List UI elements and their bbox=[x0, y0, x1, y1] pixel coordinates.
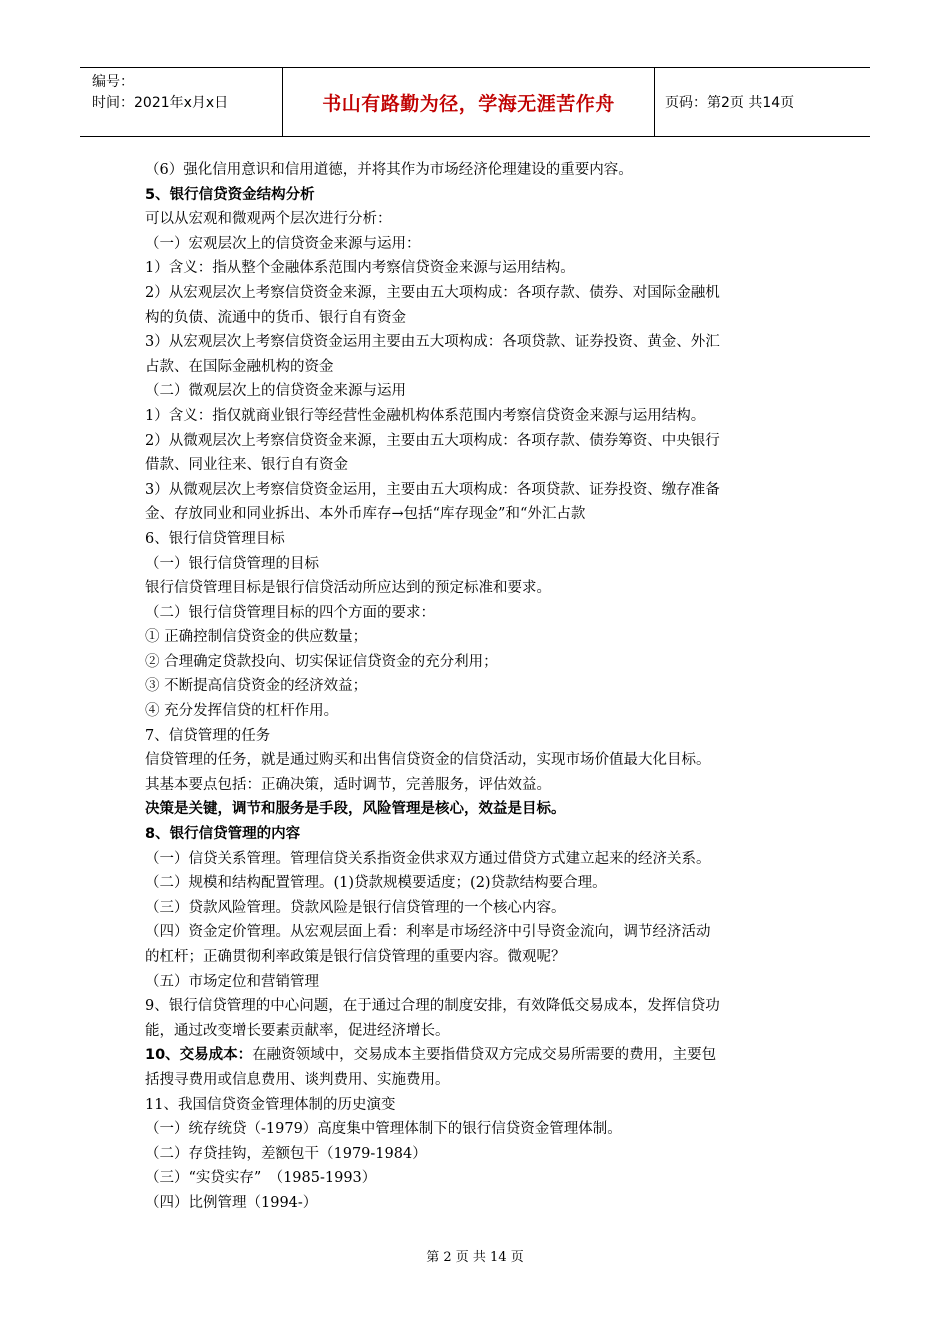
body-line-text: （四）资金定价管理。从宏观层面上看：利率是市场经济中引导资金流向，调节经济活动 bbox=[145, 924, 711, 941]
body-line bbox=[145, 1142, 810, 1167]
body-line-text: （三）“实贷实存” （1985-1993） bbox=[145, 1170, 377, 1187]
body-line-text: ③ 不断提高信贷资金的经济效益； bbox=[145, 678, 368, 695]
body-line-text: 8、银行信贷管理的内容 bbox=[145, 826, 301, 843]
body-line bbox=[145, 797, 810, 822]
body-line-text: 6、银行信贷管理目标 bbox=[145, 530, 285, 547]
body-line bbox=[145, 871, 810, 896]
body-line bbox=[145, 773, 810, 798]
body-line-text: 2）从微观层次上考察信贷资金来源，主要由五大项构成：各项存款、债券筹资、中央银行 bbox=[145, 432, 720, 449]
body-line bbox=[145, 256, 810, 281]
body-line-text: 3）从微观层次上考察信贷资金运用，主要由五大项构成：各项贷款、证券投资、缴存准备 bbox=[145, 481, 720, 498]
body-line-lead: 10、交易成本： bbox=[145, 1047, 253, 1064]
body-line-text: （二）规模和结构配置管理。(1)贷款规模要适度；(2)贷款结构要合理。 bbox=[145, 875, 607, 892]
body-line-text: 其基本要点包括：正确决策，适时调节，完善服务，评估效益。 bbox=[145, 776, 551, 793]
body-line-text: （二）存贷挂钩，差额包干（1979-1984） bbox=[145, 1145, 427, 1162]
body-line bbox=[145, 699, 810, 724]
body-line bbox=[145, 920, 810, 945]
body-line bbox=[145, 306, 810, 331]
body-line bbox=[145, 1117, 810, 1142]
body-line-text: 在融资领域中，交易成本主要指借贷双方完成交易所需要的费用，主要包 bbox=[252, 1047, 717, 1064]
body-line-text: 1）含义：指仅就商业银行等经营性金融机构体系范围内考察信贷资金来源与运用结构。 bbox=[145, 407, 706, 424]
body-line bbox=[145, 281, 810, 306]
body-line-text: （四）比例管理（1994-） bbox=[145, 1194, 318, 1211]
header-motto: 书山有路勤为径，学海无涯苦作舟 bbox=[283, 68, 655, 136]
body-line bbox=[145, 379, 810, 404]
body-line-text: 借款、同业往来、银行自有资金 bbox=[145, 457, 348, 474]
body-line bbox=[145, 1093, 810, 1118]
body-line bbox=[145, 478, 810, 503]
body-line-text: 括搜寻费用或信息费用、谈判费用、实施费用。 bbox=[145, 1071, 450, 1088]
body-line bbox=[145, 404, 810, 429]
body-line bbox=[145, 601, 810, 626]
body-line-text: （二）微观层次上的信贷资金来源与运用 bbox=[145, 383, 406, 400]
body-line bbox=[145, 822, 810, 847]
body-line bbox=[145, 1068, 810, 1093]
body-line-text: （三）贷款风险管理。贷款风险是银行信贷管理的一个核心内容。 bbox=[145, 899, 566, 916]
body-line-text: 9、银行信贷管理的中心问题，在于通过合理的制度安排，有效降低交易成本，发挥信贷功 bbox=[145, 998, 720, 1015]
body-line-text: ② 合理确定贷款投向、切实保证信贷资金的充分利用； bbox=[145, 653, 498, 670]
page-header bbox=[80, 67, 870, 137]
header-meta bbox=[80, 68, 283, 136]
body-line bbox=[145, 502, 810, 527]
body-line bbox=[145, 552, 810, 577]
body-line-text: 金、存放同业和同业拆出、本外币库存→包括“库存现金”和“外汇占款 bbox=[145, 506, 586, 523]
body-line-text: 11、我国信贷资金管理体制的历史演变 bbox=[145, 1096, 396, 1113]
body-line bbox=[145, 355, 810, 380]
body-line-text: 信贷管理的任务，就是通过购买和出售信贷资金的信贷活动，实现市场价值最大化目标。 bbox=[145, 752, 711, 769]
body-line bbox=[145, 1191, 810, 1216]
body-line bbox=[145, 429, 810, 454]
body-line bbox=[145, 674, 810, 699]
body-line-text: （6）强化信用意识和信用道德，并将其作为市场经济伦理建设的重要内容。 bbox=[145, 162, 633, 178]
document-date-label: 时间：2021年x月x日 bbox=[92, 95, 229, 111]
body-line bbox=[145, 576, 810, 601]
body-line-text: （一）银行信贷管理的目标 bbox=[145, 555, 319, 572]
body-line-text: （一）统存统贷（-1979）高度集中管理体制下的银行信贷资金管理体制。 bbox=[145, 1121, 622, 1138]
body-line bbox=[145, 625, 810, 650]
body-line bbox=[145, 330, 810, 355]
body-line bbox=[145, 650, 810, 675]
body-line bbox=[145, 453, 810, 478]
body-line bbox=[145, 994, 810, 1019]
body-line bbox=[145, 847, 810, 872]
body-line bbox=[145, 1019, 810, 1044]
body-line-text: 的杠杆；正确贯彻利率政策是银行信贷管理的重要内容。微观呢？ bbox=[145, 949, 566, 965]
body-line bbox=[145, 748, 810, 773]
body-line-text: ④ 充分发挥信贷的杠杆作用。 bbox=[145, 703, 339, 720]
header-page-info: 页码：第2页 共14页 bbox=[665, 95, 795, 111]
body-line-text: 2）从宏观层次上考察信贷资金来源，主要由五大项构成：各项存款、债券、对国际金融机 bbox=[145, 284, 720, 301]
body-line-text: ① 正确控制信贷资金的供应数量； bbox=[145, 629, 368, 646]
body-line-text: 决策是关键，调节和服务是手段，风险管理是核心，效益是目标。 bbox=[145, 801, 566, 818]
body-line-text: 3）从宏观层次上考察信贷资金运用主要由五大项构成：各项贷款、证券投资、黄金、外汇 bbox=[145, 334, 720, 351]
body-line-text: （一）宏观层次上的信贷资金来源与运用： bbox=[145, 235, 421, 252]
body-line bbox=[145, 896, 810, 921]
body-line-text: 构的负债、流通中的货币、银行自有资金 bbox=[145, 309, 406, 326]
body-line-text: 能，通过改变增长要素贡献率，促进经济增长。 bbox=[145, 1022, 450, 1039]
body-line bbox=[145, 158, 810, 183]
body-line bbox=[145, 207, 810, 232]
body-line-text: 5、银行信贷资金结构分析 bbox=[145, 186, 315, 203]
body-line bbox=[145, 527, 810, 552]
body-line-text: 占款、在国际金融机构的资金 bbox=[145, 358, 334, 375]
body-line-text: （二）银行信贷管理目标的四个方面的要求： bbox=[145, 604, 435, 621]
body-line-text: 7、信贷管理的任务 bbox=[145, 727, 271, 744]
body-line bbox=[145, 1166, 810, 1191]
page-footer: 第 2 页 共 14 页 bbox=[426, 1250, 524, 1265]
document-number-label: 编号： bbox=[92, 74, 134, 90]
body-line-text: 1）含义：指从整个金融体系范围内考察信贷资金来源与运用结构。 bbox=[145, 260, 575, 277]
body-line bbox=[145, 970, 810, 995]
body-line bbox=[145, 183, 810, 208]
body-line bbox=[145, 232, 810, 257]
body-line bbox=[145, 945, 810, 970]
body-line-text: （一）信贷关系管理。管理信贷关系指资金供求双方通过借贷方式建立起来的经济关系。 bbox=[145, 850, 711, 867]
document-body bbox=[145, 158, 810, 1216]
body-line-text: 可以从宏观和微观两个层次进行分析： bbox=[145, 211, 392, 228]
body-line-text: 银行信贷管理目标是银行信贷活动所应达到的预定标准和要求。 bbox=[145, 580, 551, 597]
body-line bbox=[145, 724, 810, 749]
body-line bbox=[145, 1043, 810, 1068]
body-line-text: （五）市场定位和营销管理 bbox=[145, 973, 319, 990]
